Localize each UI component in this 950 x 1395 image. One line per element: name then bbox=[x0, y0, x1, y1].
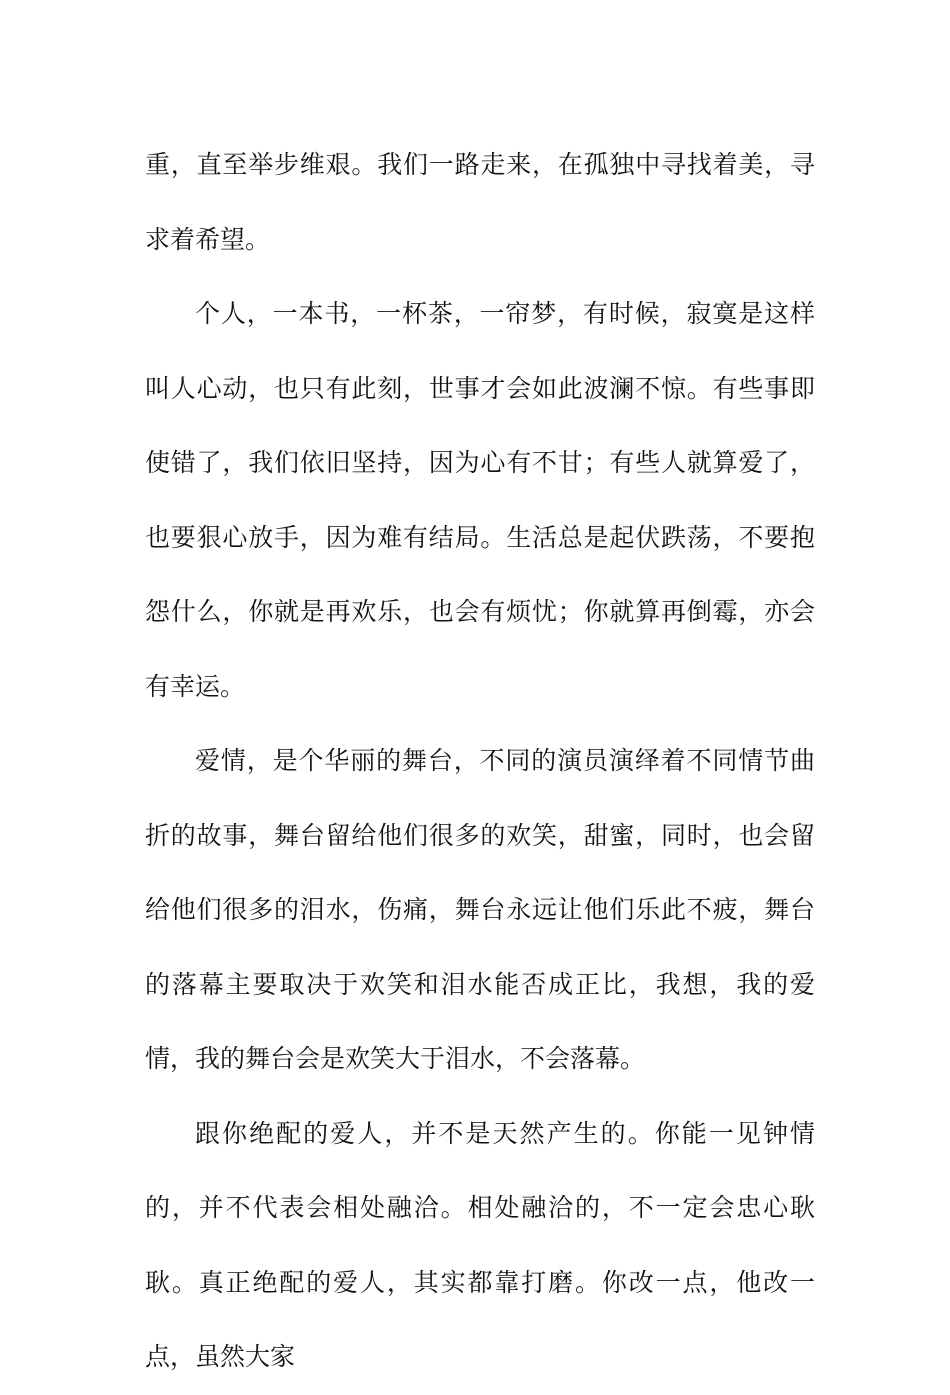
paragraph-1: 重，直至举步维艰。我们一路走来，在孤独中寻找着美，寻求着希望。 bbox=[145, 150, 815, 254]
paragraph-4: 跟你绝配的爱人，并不是天然产生的。你能一见钟情的，并不代表会相处融洽。相处融洽的，不一定会忠心耿耿。真正绝配的爱人，其实都靠打磨。你改一点，他改一点，虽然大家 bbox=[145, 1118, 815, 1371]
document-body bbox=[145, 128, 815, 1395]
paragraph-2: 个人，一本书，一杯茶，一帘梦，有时候，寂寞是这样叫人心动，也只有此刻，世事才会如此波澜不惊。有些事即使错了，我们依旧坚持，因为心有不甘；有些人就算爱了，也要狠心放手，因为难有结局。生活总是起伏跌荡，不要抱怨什么，你就是再欢乐，也会有烦忧；你就算再倒霉，亦会有幸运。 bbox=[145, 299, 815, 701]
paragraph-3: 爱情，是个华丽的舞台，不同的演员演绎着不同情节曲折的故事，舞台留给他们很多的欢笑，甜蜜，同时，也会留给他们很多的泪水，伤痛，舞台永远让他们乐此不疲，舞台的落幕主要取决于欢笑和泪水能否成正比，我想，我的爱情，我的舞台会是欢笑大于泪水，不会落幕。 bbox=[145, 746, 815, 1073]
